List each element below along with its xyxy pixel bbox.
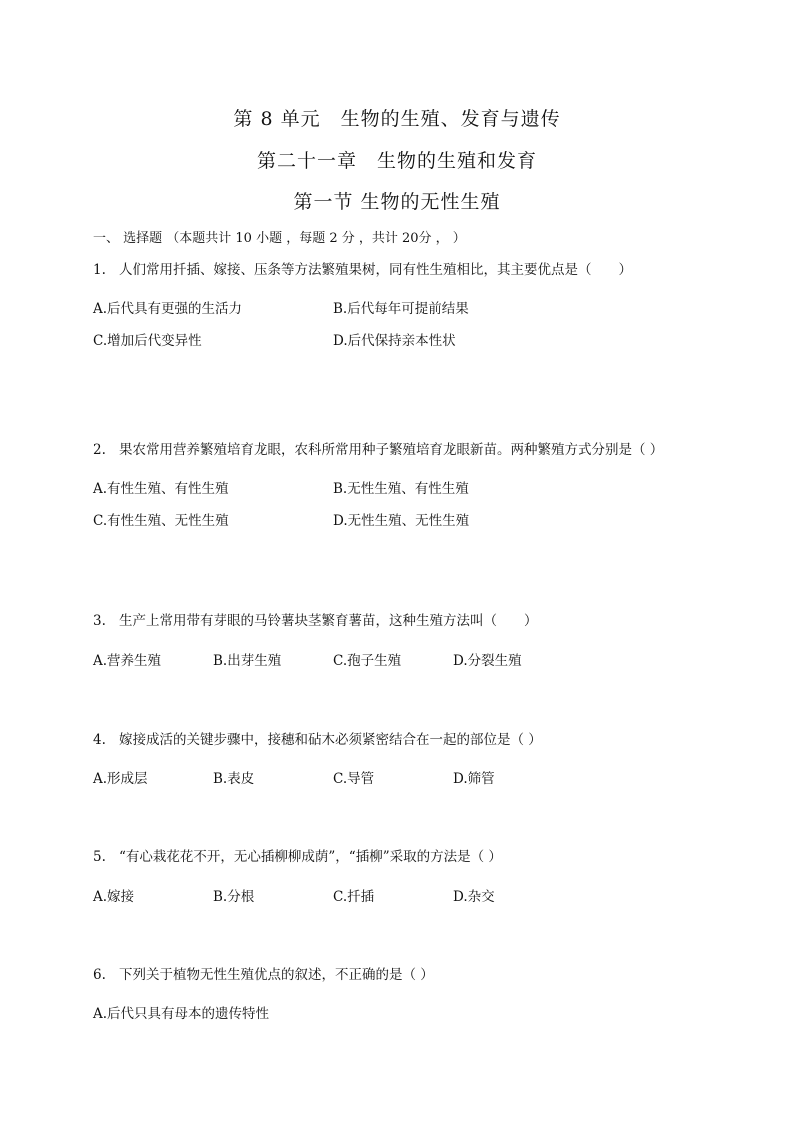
question-number: 2. [93,442,106,458]
section-heading: 一、 选择题 （本题共计 10 小题 ，每题 2 分 ，共计 20分 ， ） [93,231,466,246]
question-6 [93,963,434,983]
option-c: C.有性生殖、无性生殖 [93,513,229,529]
question-text: “有心栽花花不开，无心插柳柳成荫”，“插柳”采取的方法是（ ） [119,849,502,865]
question-1 [93,258,632,278]
option-c: C.扦插 [333,889,375,905]
option-a: A.嫁接 [93,889,135,905]
question-text: 生产上常用带有芽眼的马铃薯块茎繁育薯苗，这种生殖方法叫（ ） [119,613,538,629]
question-4 [93,728,542,748]
question-number: 4. [93,732,106,748]
option-c: C.导管 [333,771,375,787]
option-c: C.孢子生殖 [333,653,402,669]
option-b: B.表皮 [213,771,255,787]
question-5 [93,845,502,865]
option-c: C.增加后代变异性 [93,333,202,349]
question-number: 1. [93,262,106,278]
section-title: 第一节 生物的无性生殖 [293,191,501,213]
option-a: A.有性生殖、有性生殖 [93,481,229,497]
question-text: 人们常用扦插、嫁接、压条等方法繁殖果树，同有性生殖相比，其主要优点是（ ） [119,262,632,278]
question-number: 3. [93,613,106,629]
option-a: A.后代只具有母本的遗传特性 [93,1006,270,1022]
question-2 [93,438,663,458]
option-d: D.分裂生殖 [453,653,522,669]
question-number: 6. [93,967,106,983]
option-a: A.营养生殖 [93,653,162,669]
unit-title: 第 8 单元 生物的生殖、发育与遗传 [233,108,561,130]
option-b: B.无性生殖、有性生殖 [333,481,469,497]
option-a: A.形成层 [93,771,148,787]
question-text: 果农常用营养繁殖培育龙眼，农科所常用种子繁殖培育龙眼新苗。两种繁殖方式分别是（ ） [119,442,664,458]
option-d: D.杂交 [453,889,495,905]
option-d: D.后代保持亲本性状 [333,333,456,349]
question-3 [93,609,538,629]
option-b: B.分根 [213,889,255,905]
question-text: 下列关于植物无性生殖优点的叙述，不正确的是（ ） [119,967,434,983]
question-number: 5. [93,849,106,865]
chapter-title: 第二十一章 生物的生殖和发育 [256,150,537,172]
option-b: B.后代每年可提前结果 [333,301,469,317]
option-d: D.无性生殖、无性生殖 [333,513,470,529]
option-d: D.筛管 [453,771,495,787]
question-text: 嫁接成活的关键步骤中，接穗和砧木必须紧密结合在一起的部位是（ ） [119,732,542,748]
option-a: A.后代具有更强的生活力 [93,301,243,317]
option-b: B.出芽生殖 [213,653,282,669]
